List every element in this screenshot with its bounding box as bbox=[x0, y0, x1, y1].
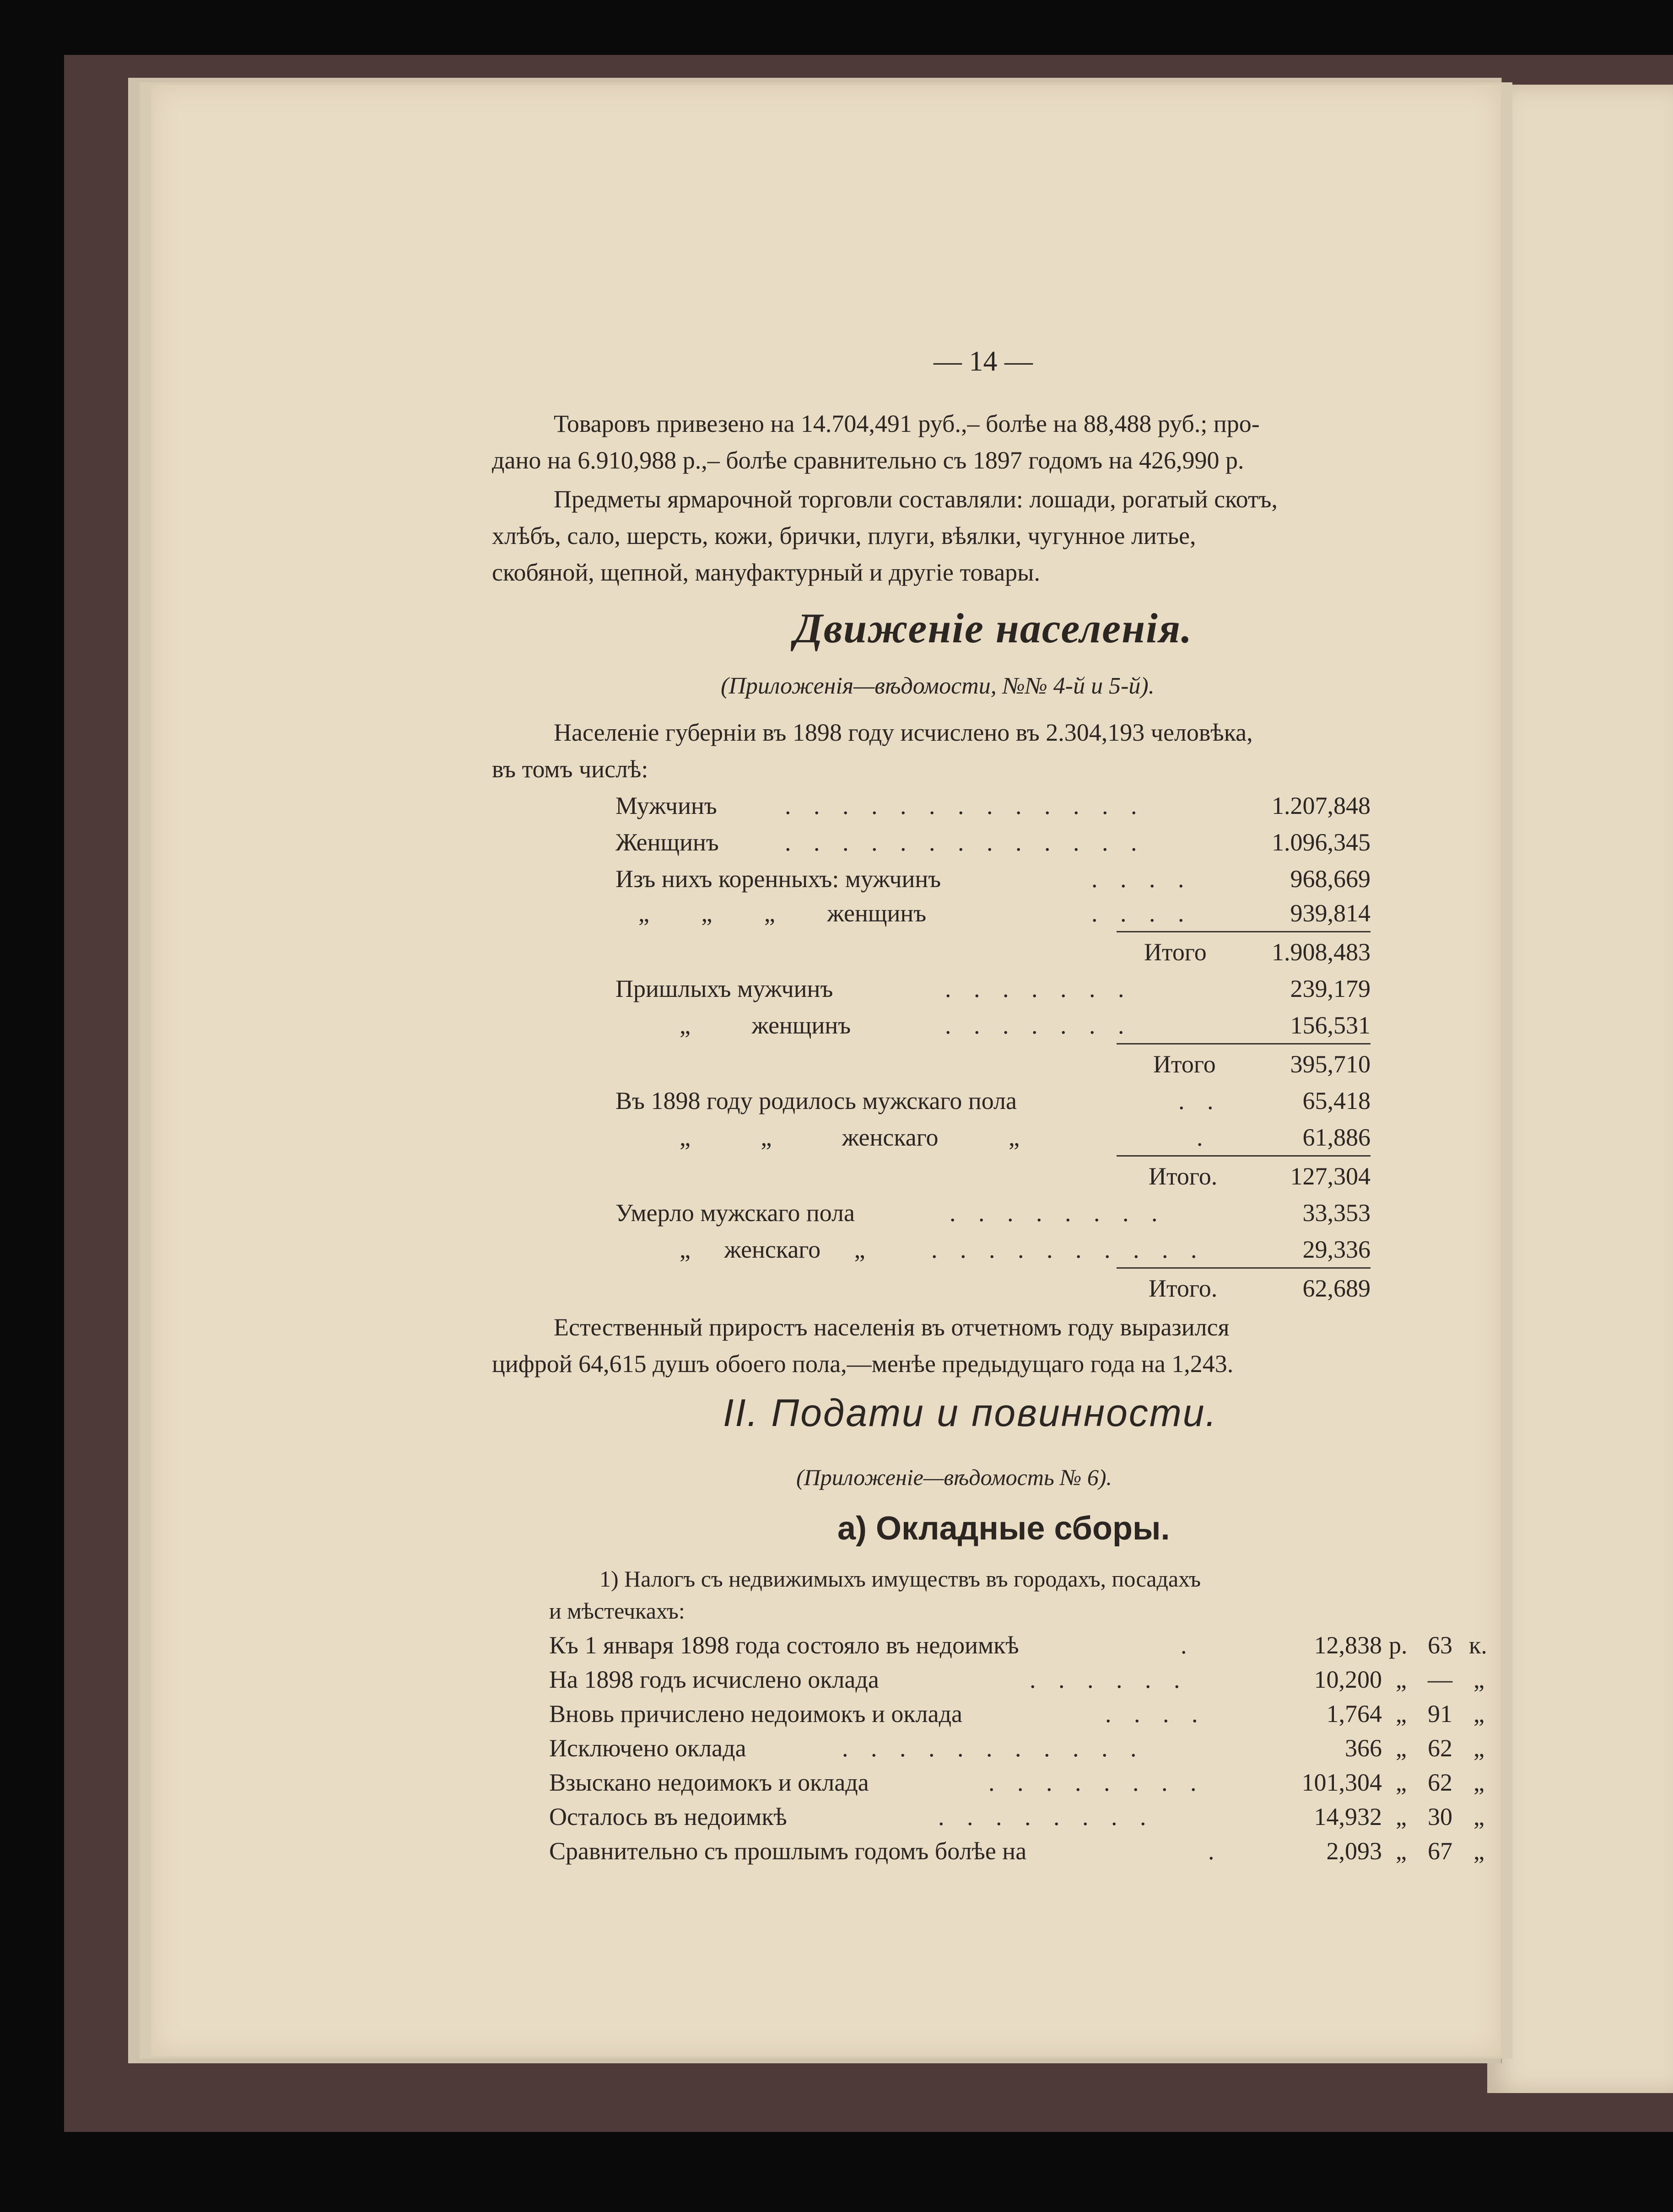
total-row: Итого 1.908,483 bbox=[1144, 938, 1371, 966]
table-row: Мужчинъ . . . . . . . . . . . . . 1.207,848 bbox=[615, 792, 1371, 819]
table-row: „ „ женскаго „ . 61,886 bbox=[680, 1124, 1371, 1151]
table-row: „ „ „ женщинъ . . . . 939,814 bbox=[638, 899, 1371, 927]
taxes-appendix-ref: (Приложеніе—вѣдомость № 6). bbox=[796, 1464, 1112, 1490]
sum-rule bbox=[1117, 1043, 1371, 1044]
intro-line-4: хлѣбъ, сало, шерсть, кожи, брички, плуги, вѣялки, чугунное литье, bbox=[492, 522, 1196, 549]
table-row: Изъ нихъ коренныхъ: мужчинъ . . . . 968,669 bbox=[615, 865, 1371, 893]
page-number: — 14 — bbox=[934, 346, 1033, 377]
table-row: Осталось въ недоимкѣ . . . . . . . . 14,932 „ 30 „ bbox=[549, 1803, 1484, 1830]
table-row: Къ 1 января 1898 года состояло въ недоимкѣ . 12,838 р. 63 к. bbox=[549, 1631, 1487, 1659]
intro-line-5: скобяной, щепной, мануфактурный и другіе товары. bbox=[492, 559, 1040, 586]
sum-rule bbox=[1117, 931, 1371, 932]
total-row: Итого 395,710 bbox=[1153, 1050, 1371, 1078]
table-row: Вновь причислено недоимокъ и оклада . . . . 1,764 „ 91 „ bbox=[549, 1700, 1484, 1728]
table-row: „ женщинъ . . . . . . . 156,531 bbox=[680, 1012, 1371, 1039]
table-row: Пришлыхъ мужчинъ . . . . . . . 239,179 bbox=[615, 975, 1371, 1002]
section-title-taxes: II. Подати и повинности. bbox=[723, 1391, 1218, 1434]
population-para-2: въ томъ числѣ: bbox=[492, 755, 648, 783]
subsection-title: а) Окладные сборы. bbox=[837, 1510, 1170, 1547]
population-para-1: Населеніе губерніи въ 1898 году исчислено въ 2.304,193 человѣка, bbox=[554, 719, 1253, 746]
table-row: „ женскаго „ . . . . . . . . . . 29,336 bbox=[680, 1236, 1371, 1263]
total-row: Итого. 62,689 bbox=[1149, 1275, 1371, 1302]
table-row: На 1898 годъ исчислено оклада . . . . . . 10,200 „ — „ bbox=[549, 1666, 1484, 1693]
intro-line-3: Предметы ярмарочной торговли составляли: лошади, рогатый скотъ, bbox=[554, 485, 1278, 513]
table-row: Въ 1898 году родилось мужскаго пола . . 65,418 bbox=[615, 1087, 1371, 1114]
total-row: Итого. 127,304 bbox=[1149, 1163, 1371, 1190]
sum-rule bbox=[1117, 1267, 1371, 1269]
population-appendix-ref: (Приложенія—вѣдомости, №№ 4-й и 5-й). bbox=[721, 673, 1155, 699]
tax-item-1b: и мѣстечкахъ: bbox=[549, 1598, 685, 1624]
table-row: Взыскано недоимокъ и оклада . . . . . . . . 101,304 „ 62 „ bbox=[549, 1769, 1484, 1796]
table-row: Женщинъ . . . . . . . . . . . . . 1.096,345 bbox=[615, 829, 1371, 856]
growth-line-1: Естественный приростъ населенія въ отчетномъ году выразился bbox=[554, 1313, 1230, 1341]
population-heading: Движеніе населенія. bbox=[794, 605, 1193, 651]
intro-line-2: дано на 6.910,988 р.,– болѣе сравнительно съ 1897 годомъ на 426,990 р. bbox=[492, 447, 1244, 474]
intro-line-1: Товаровъ привезено на 14.704,491 руб.,– болѣе на 88,488 руб.; про- bbox=[554, 410, 1260, 437]
table-row: Сравнительно съ прошлымъ годомъ болѣе на . 2,093 „ 67 „ bbox=[549, 1837, 1484, 1865]
growth-line-2: цифрой 64,615 душъ обоего пола,—менѣе предыдущаго года на 1,243. bbox=[492, 1350, 1234, 1378]
sum-rule bbox=[1117, 1155, 1371, 1157]
table-row: Исключено оклада . . . . . . . . . . . 366 „ 62 „ bbox=[549, 1734, 1484, 1762]
tax-item-1a: 1) Налогъ съ недвижимыхъ имуществъ въ городахъ, посадахъ bbox=[599, 1566, 1201, 1592]
table-row: Умерло мужскаго пола . . . . . . . . 33,353 bbox=[615, 1199, 1371, 1227]
